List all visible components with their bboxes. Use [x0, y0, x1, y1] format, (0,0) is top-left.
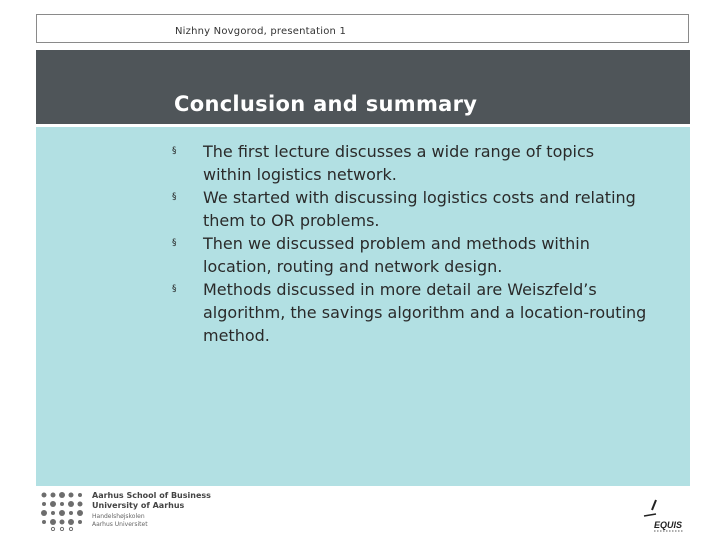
bullet-item [167, 140, 647, 186]
equis-label: EQUIS [654, 520, 683, 530]
aarhus-logo-icon [40, 491, 84, 531]
bullet-icon: § [172, 284, 177, 294]
bullet-text: We started with discussing logistics costs and relating them to OR problems. [203, 188, 636, 230]
school-name [92, 491, 211, 511]
title-band [36, 50, 690, 124]
school-line-2: University of Aarhus [92, 501, 185, 510]
bullet-item [167, 278, 647, 347]
sub-line-1: Handelshøjskolen [92, 513, 145, 520]
content-area [36, 127, 690, 486]
school-subtitle [92, 513, 148, 529]
slide-title: Conclusion and summary [174, 92, 478, 116]
slide-footer [0, 486, 720, 540]
bullet-text: The first lecture discusses a wide range of topics within logistics network. [203, 142, 595, 184]
bullet-icon: § [172, 192, 177, 202]
bullet-icon: § [172, 146, 177, 156]
bullet-list [167, 140, 647, 347]
bullet-item [167, 232, 647, 278]
sub-line-2: Aarhus Universitet [92, 521, 148, 528]
header-text: Nizhny Novgorod, presentation 1 [175, 26, 347, 37]
bullet-text: Then we discussed problem and methods within location, routing and network design. [203, 234, 590, 276]
bullet-item [167, 186, 647, 232]
school-line-1: Aarhus School of Business [92, 491, 211, 500]
bullet-text: Methods discussed in more detail are Weiszfeld’s algorithm, the savings algorithm and a location-routing method. [203, 280, 647, 345]
bullet-icon: § [172, 238, 177, 248]
equis-logo-icon [640, 496, 690, 536]
slide-header [36, 14, 689, 43]
